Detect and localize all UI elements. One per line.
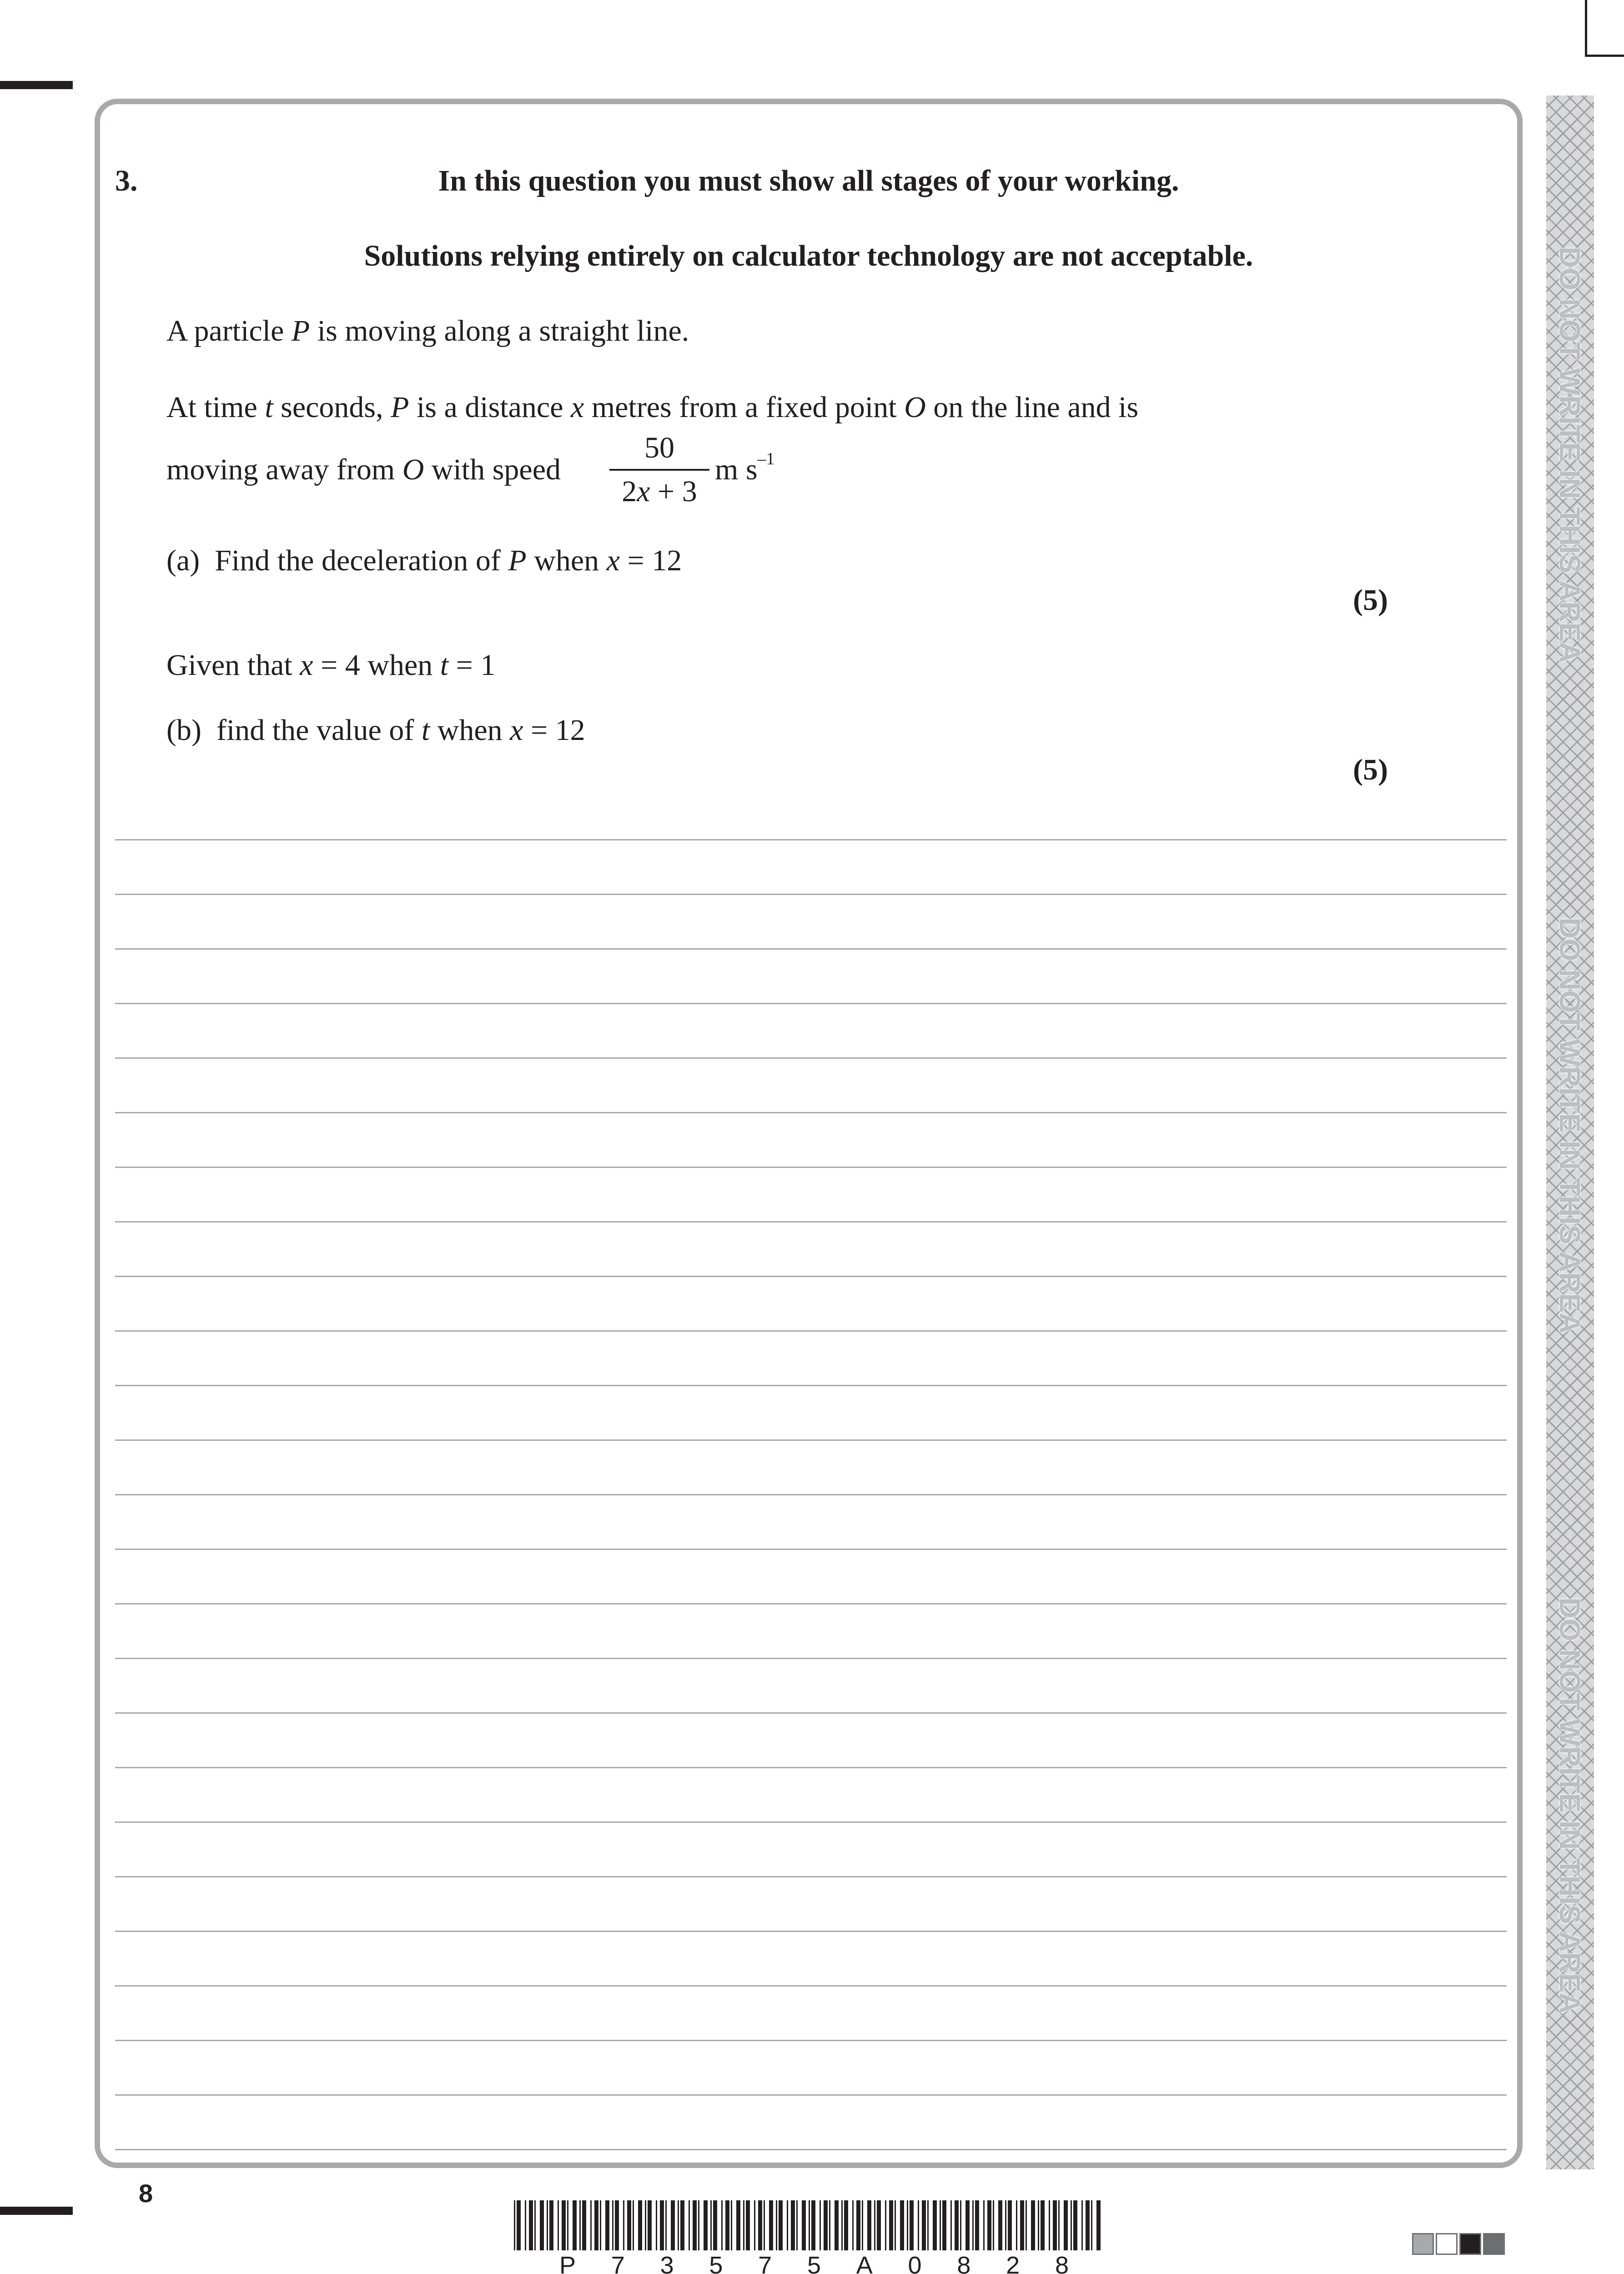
registration-mark-top bbox=[0, 81, 73, 89]
intro-paragraph-3: moving away from O with speed bbox=[166, 453, 561, 486]
barcode-bar bbox=[955, 2200, 959, 2250]
barcode-bar bbox=[796, 2200, 798, 2250]
given-condition: Given that x = 4 when t = 1 bbox=[166, 649, 496, 682]
answer-line[interactable] bbox=[115, 2149, 1507, 2150]
barcode-bar bbox=[987, 2200, 991, 2250]
barcode-bar bbox=[877, 2200, 881, 2250]
instruction-calculator: Solutions relying entirely on calculator technology are not acceptable. bbox=[364, 239, 1253, 272]
barcode-character: A bbox=[856, 2252, 873, 2274]
barcode-bar bbox=[975, 2200, 979, 2250]
barcode-bar bbox=[517, 2200, 521, 2250]
barcode-bar bbox=[736, 2200, 740, 2250]
answer-line[interactable] bbox=[115, 1549, 1507, 1550]
barcode-bar bbox=[960, 2200, 961, 2250]
barcode-bar bbox=[993, 2200, 994, 2250]
barcode-character: 5 bbox=[807, 2252, 821, 2274]
barcode-bar bbox=[1064, 2200, 1068, 2250]
answer-line[interactable] bbox=[115, 1057, 1507, 1059]
answer-line[interactable] bbox=[115, 1767, 1507, 1768]
barcode-bar bbox=[680, 2200, 684, 2250]
barcode-bar bbox=[1086, 2200, 1090, 2250]
page-number: 8 bbox=[139, 2179, 153, 2208]
answer-line[interactable] bbox=[115, 1658, 1507, 1659]
margin-warning-top: DO NOT WRITE IN THIS AREA bbox=[1554, 247, 1586, 663]
barcode-bar bbox=[907, 2200, 908, 2250]
barcode-bar bbox=[645, 2200, 646, 2250]
barcode-bar bbox=[1049, 2200, 1050, 2250]
barcode-character: 8 bbox=[957, 2252, 971, 2274]
answer-line[interactable] bbox=[115, 1276, 1507, 1277]
barcode-bar bbox=[769, 2200, 773, 2250]
barcode-bar bbox=[910, 2200, 914, 2250]
barcode-bar bbox=[529, 2200, 533, 2250]
answer-line[interactable] bbox=[115, 1330, 1507, 1332]
barcode-bar bbox=[1026, 2200, 1027, 2250]
barcode-bar bbox=[885, 2200, 886, 2250]
barcode-bar bbox=[998, 2200, 1002, 2250]
barcode-bar bbox=[841, 2200, 843, 2250]
indicator-square bbox=[1459, 2233, 1481, 2255]
answer-line[interactable] bbox=[115, 1112, 1507, 1113]
barcode-bar bbox=[525, 2200, 526, 2250]
answer-line[interactable] bbox=[115, 1494, 1507, 1495]
barcode-bar bbox=[725, 2200, 729, 2250]
barcode-bar bbox=[562, 2200, 566, 2250]
barcode-bar bbox=[746, 2200, 750, 2250]
barcode-bar bbox=[787, 2200, 788, 2250]
barcode-bar bbox=[612, 2200, 613, 2250]
barcode-bar bbox=[665, 2200, 667, 2250]
barcode-bar bbox=[573, 2200, 577, 2250]
barcode-bar bbox=[1041, 2200, 1045, 2250]
barcode-bar bbox=[731, 2200, 732, 2250]
barcode-bar bbox=[693, 2200, 697, 2250]
part-a-marks: (5) bbox=[1353, 584, 1388, 617]
barcode-bar bbox=[534, 2200, 536, 2250]
barcode-bar bbox=[1038, 2200, 1039, 2250]
barcode-bar bbox=[549, 2200, 553, 2250]
barcode-bar bbox=[540, 2200, 544, 2250]
answer-line[interactable] bbox=[115, 1439, 1507, 1441]
barcode-bar bbox=[633, 2200, 634, 2250]
barcode-character: 8 bbox=[1055, 2252, 1069, 2274]
barcode-character: 5 bbox=[709, 2252, 723, 2274]
answer-line[interactable] bbox=[115, 1985, 1507, 1987]
page-indicator-squares bbox=[1412, 2233, 1505, 2255]
barcode-bar bbox=[852, 2200, 854, 2250]
barcode-bar bbox=[594, 2200, 598, 2250]
barcode-bar bbox=[710, 2200, 712, 2250]
barcode-bar bbox=[590, 2200, 592, 2250]
barcode-bar bbox=[582, 2200, 586, 2250]
answer-line[interactable] bbox=[115, 1167, 1507, 1168]
indicator-square bbox=[1412, 2233, 1434, 2255]
barcode-bar bbox=[704, 2200, 708, 2250]
answer-line[interactable] bbox=[115, 1603, 1507, 1605]
barcode-character: 7 bbox=[758, 2252, 772, 2274]
barcode-bar bbox=[558, 2200, 559, 2250]
barcode-bar bbox=[547, 2200, 548, 2250]
intro-paragraph-1: A particle P is moving along a straight line. bbox=[166, 314, 689, 347]
barcode-bar bbox=[922, 2200, 926, 2250]
barcode-bar bbox=[579, 2200, 581, 2250]
barcode-character: 2 bbox=[1006, 2252, 1020, 2274]
speed-fraction bbox=[609, 430, 709, 510]
barcode-text bbox=[559, 2251, 1069, 2274]
answer-line[interactable] bbox=[115, 2040, 1507, 2041]
barcode-bar bbox=[1008, 2200, 1012, 2250]
barcode-bar bbox=[835, 2200, 839, 2250]
part-a-text: (a) Find the deceleration of P when x = 12 bbox=[166, 544, 682, 577]
answer-line[interactable] bbox=[115, 1221, 1507, 1223]
barcode-bar bbox=[1053, 2200, 1057, 2250]
barcode-bar bbox=[600, 2200, 601, 2250]
answer-line[interactable] bbox=[115, 1931, 1507, 1932]
answer-line[interactable] bbox=[115, 2094, 1507, 2096]
barcode-bar bbox=[829, 2200, 830, 2250]
barcode-bar bbox=[862, 2200, 863, 2250]
barcode-character: 7 bbox=[611, 2252, 625, 2274]
barcode-bar bbox=[802, 2200, 806, 2250]
answer-line[interactable] bbox=[115, 1003, 1507, 1004]
barcode-bar bbox=[1081, 2200, 1083, 2250]
answer-line[interactable] bbox=[115, 1821, 1507, 1823]
barcode-bar bbox=[844, 2200, 848, 2250]
barcode-bar bbox=[874, 2200, 875, 2250]
barcode-bar bbox=[764, 2200, 765, 2250]
barcode-bar bbox=[895, 2200, 896, 2250]
barcode-bar bbox=[779, 2200, 783, 2250]
barcode-bar bbox=[940, 2200, 941, 2250]
barcode-bar bbox=[721, 2200, 723, 2250]
barcode-bar bbox=[1071, 2200, 1072, 2250]
barcode-bar bbox=[856, 2200, 860, 2250]
barcode-bar bbox=[791, 2200, 795, 2250]
intro-paragraph-2: At time t seconds, P is a distance x metres from a fixed point O on the line and is bbox=[166, 391, 1139, 424]
indicator-square bbox=[1436, 2233, 1458, 2255]
barcode-bar bbox=[758, 2200, 762, 2250]
barcode-bar bbox=[1096, 2200, 1101, 2250]
speed-numerator: 50 bbox=[644, 431, 674, 464]
answer-line[interactable] bbox=[115, 1385, 1507, 1386]
speed-unit: m $s^{-1}$ bbox=[715, 449, 775, 486]
barcode-bar bbox=[1031, 2200, 1035, 2250]
registration-mark-bottom bbox=[0, 2207, 73, 2215]
barcode-bar bbox=[627, 2200, 631, 2250]
barcode-bar bbox=[972, 2200, 974, 2250]
barcode-bar bbox=[754, 2200, 755, 2250]
barcode-bar bbox=[965, 2200, 970, 2250]
barcode-bar bbox=[889, 2200, 893, 2250]
answer-line[interactable] bbox=[115, 839, 1507, 840]
barcode-bar bbox=[933, 2200, 937, 2250]
barcode-bar bbox=[942, 2200, 946, 2250]
barcode bbox=[514, 2200, 1105, 2257]
barcode-bar bbox=[1058, 2200, 1060, 2250]
indicator-square bbox=[1483, 2233, 1505, 2255]
barcode-bar bbox=[638, 2200, 642, 2250]
barcode-bar bbox=[950, 2200, 952, 2250]
barcode-bar bbox=[698, 2200, 699, 2250]
instruction-working: In this question you must show all stages of your working. bbox=[438, 164, 1179, 197]
question-number: 3. bbox=[115, 164, 138, 197]
barcode-bar bbox=[1016, 2200, 1017, 2250]
barcode-bar bbox=[824, 2200, 828, 2250]
barcode-bar bbox=[927, 2200, 929, 2250]
barcode-bar bbox=[811, 2200, 815, 2250]
barcode-bar bbox=[900, 2200, 904, 2250]
barcode-bar bbox=[743, 2200, 744, 2250]
barcode-bar bbox=[1005, 2200, 1006, 2250]
barcode-character: 3 bbox=[660, 2252, 674, 2274]
barcode-bar bbox=[713, 2200, 717, 2250]
barcode-bar bbox=[1091, 2200, 1092, 2250]
fraction-bar bbox=[609, 469, 709, 471]
barcode-bar bbox=[678, 2200, 679, 2250]
part-b-marks: (5) bbox=[1353, 753, 1388, 786]
barcode-bar bbox=[867, 2200, 871, 2250]
barcode-bar bbox=[689, 2200, 690, 2250]
part-b-text: (b) find the value of t when x = 12 bbox=[166, 714, 585, 747]
barcode-bar bbox=[648, 2200, 652, 2250]
barcode-bar bbox=[1073, 2200, 1077, 2250]
barcode-bar bbox=[983, 2200, 985, 2250]
margin-warning-middle: DO NOT WRITE IN THIS AREA bbox=[1554, 917, 1586, 1334]
barcode-bar bbox=[1020, 2200, 1024, 2250]
barcode-bar bbox=[671, 2200, 675, 2250]
barcode-character: P bbox=[559, 2252, 576, 2274]
answer-line[interactable] bbox=[115, 1876, 1507, 1877]
barcode-bar bbox=[918, 2200, 919, 2250]
barcode-bar bbox=[776, 2200, 777, 2250]
speed-denominator: 2x + 3 bbox=[622, 475, 697, 508]
barcode-character: 0 bbox=[908, 2252, 922, 2274]
margin-warning-bottom: DO NOT WRITE IN THIS AREA bbox=[1554, 1597, 1586, 2014]
barcode-bar bbox=[623, 2200, 624, 2250]
barcode-bar bbox=[615, 2200, 619, 2250]
barcode-bar bbox=[820, 2200, 821, 2250]
barcode-bar bbox=[809, 2200, 810, 2250]
answer-line[interactable] bbox=[115, 894, 1507, 895]
crop-mark-top-right bbox=[1585, 0, 1624, 57]
barcode-bar bbox=[567, 2200, 568, 2250]
barcode-bar bbox=[605, 2200, 609, 2250]
answer-line[interactable] bbox=[115, 1712, 1507, 1714]
barcode-bar bbox=[656, 2200, 657, 2250]
answer-line[interactable] bbox=[115, 948, 1507, 950]
barcode-bar bbox=[660, 2200, 664, 2250]
barcode-bar bbox=[514, 2200, 515, 2250]
